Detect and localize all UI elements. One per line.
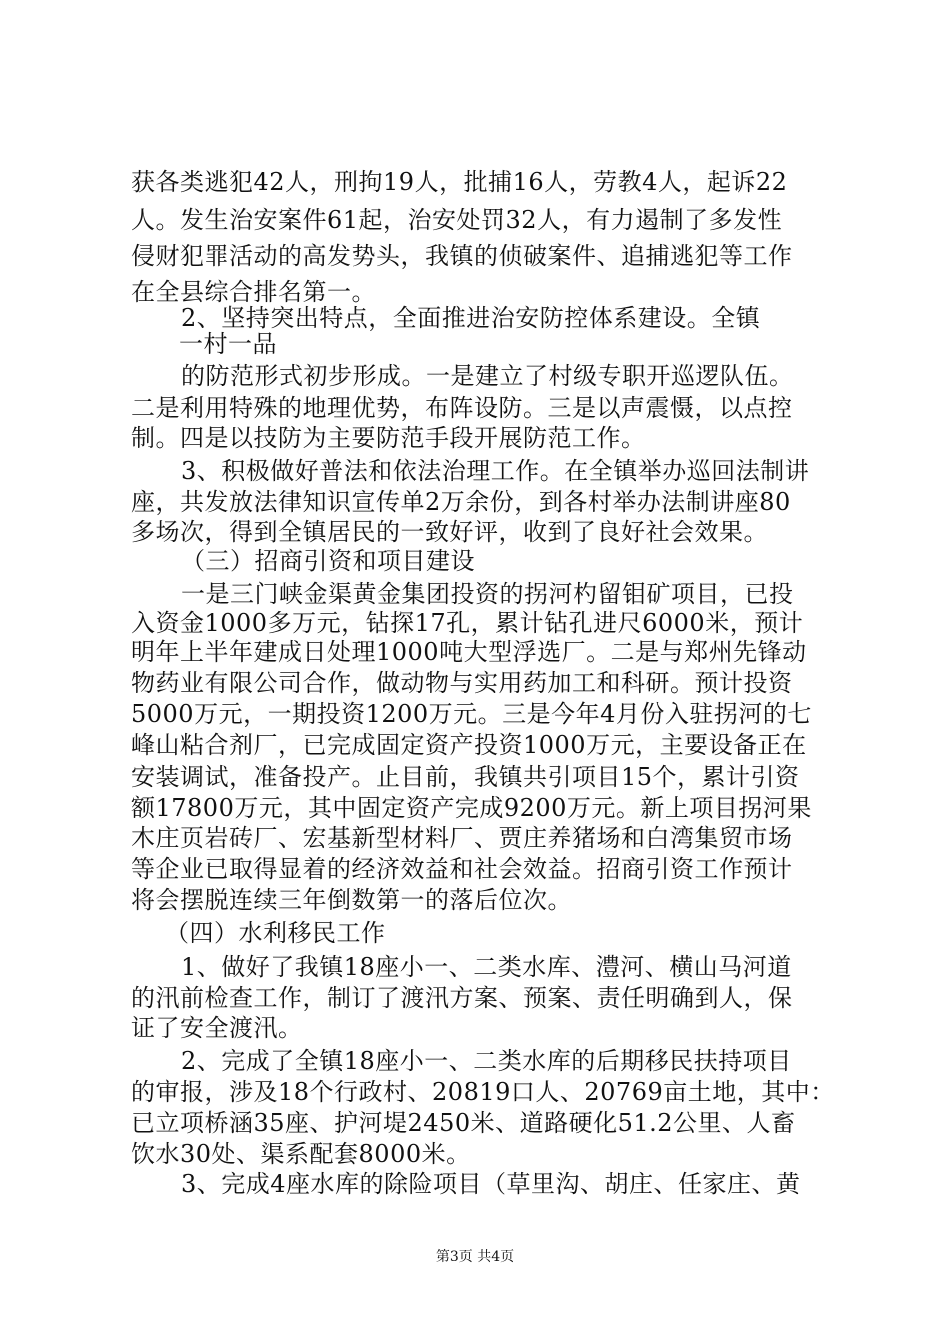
text-line-18: 5000万元，一期投资1200万元。三是今年4月份入驻拐河的七: [131, 700, 812, 728]
text-line-23: 等企业已取得显着的经济效益和社会效益。招商引资工作预计: [131, 855, 793, 883]
text-line-17: 物药业有限公司合作，做动物与实用药加工和科研。预计投资: [131, 669, 793, 697]
text-line-16: 明年上半年建成日处理1000吨大型浮选厂。二是与郑州先锋动: [131, 638, 807, 666]
text-line-2: 人。发生治安案件61起，治安处罚32人，有力遏制了多发性: [131, 206, 783, 234]
section-heading-3: （三）招商引资和项目建设: [181, 547, 475, 575]
text-line-33: 3、完成4座水库的除险项目（草里沟、胡庄、任家庄、黄: [181, 1170, 801, 1198]
text-line-3: 侵财犯罪活动的高发势头，我镇的侦破案件、追捕逃犯等工作: [131, 242, 793, 270]
text-line-7: 的防范形式初步形成。一是建立了村级专职开巡逻队伍。: [181, 362, 794, 390]
text-line-26: 1、做好了我镇18座小一、二类水库、澧河、横山马河道: [181, 953, 792, 981]
text-line-4: 在全县综合排名第一。: [131, 278, 376, 306]
text-line-27: 的汛前检查工作，制订了渡汛方案、预案、责任明确到人，保: [131, 984, 793, 1012]
text-line-30: 的审报，涉及18个行政村、20819口人、20769亩土地，其中：: [131, 1078, 835, 1106]
page-number-footer: 第3页 共4页: [435, 1249, 515, 1265]
text-line-5: 2、坚持突出特点，全面推进治安防控体系建设。全镇: [181, 304, 761, 332]
text-line-24: 将会摆脱连续三年倒数第一的落后位次。: [131, 886, 572, 914]
text-line-10: 3、积极做好普法和依法治理工作。在全镇举办巡回法制讲: [181, 457, 810, 485]
text-line-15: 入资金1000多万元，钻探17孔，累计钻孔进尺6000米，预计: [131, 609, 804, 637]
text-line-14: 一是三门峡金渠黄金集团投资的拐河杓留钼矿项目，已投: [181, 580, 794, 608]
text-line-1: 获各类逃犯42人，刑拘19人，批捕16人，劳教4人，起诉22: [131, 168, 788, 196]
section-heading-4: （四）水利移民工作: [165, 919, 386, 947]
text-line-19: 峰山粘合剂厂，已完成固定资产投资1000万元，主要设备正在: [131, 731, 807, 759]
text-line-31: 已立项桥涵35座、护河堤2450米、道路硬化51.2公里、人畜: [131, 1109, 796, 1137]
text-line-22: 木庄页岩砖厂、宏基新型材料厂、贾庄养猪场和白湾集贸市场: [131, 824, 793, 852]
text-line-9: 制。四是以技防为主要防范手段开展防范工作。: [131, 424, 646, 452]
text-line-11: 座，共发放法律知识宣传单2万余份，到各村举办法制讲座80: [131, 488, 791, 516]
text-line-12: 多场次，得到全镇居民的一致好评，收到了良好社会效果。: [131, 518, 768, 546]
text-line-28: 证了安全渡汛。: [131, 1014, 303, 1042]
text-line-32: 饮水30处、渠系配套8000米。: [131, 1140, 471, 1168]
text-line-8: 二是利用特殊的地理优势，布阵设防。三是以声震慑，以点控: [131, 394, 793, 422]
text-line-20: 安装调试，准备投产。止目前，我镇共引项目15个，累计引资: [131, 763, 800, 791]
text-line-29: 2、完成了全镇18座小一、二类水库的后期移民扶持项目: [181, 1047, 792, 1075]
text-line-6: 一村一品: [179, 330, 277, 358]
text-line-21: 额17800万元，其中固定资产完成9200万元。新上项目拐河果: [131, 794, 812, 822]
